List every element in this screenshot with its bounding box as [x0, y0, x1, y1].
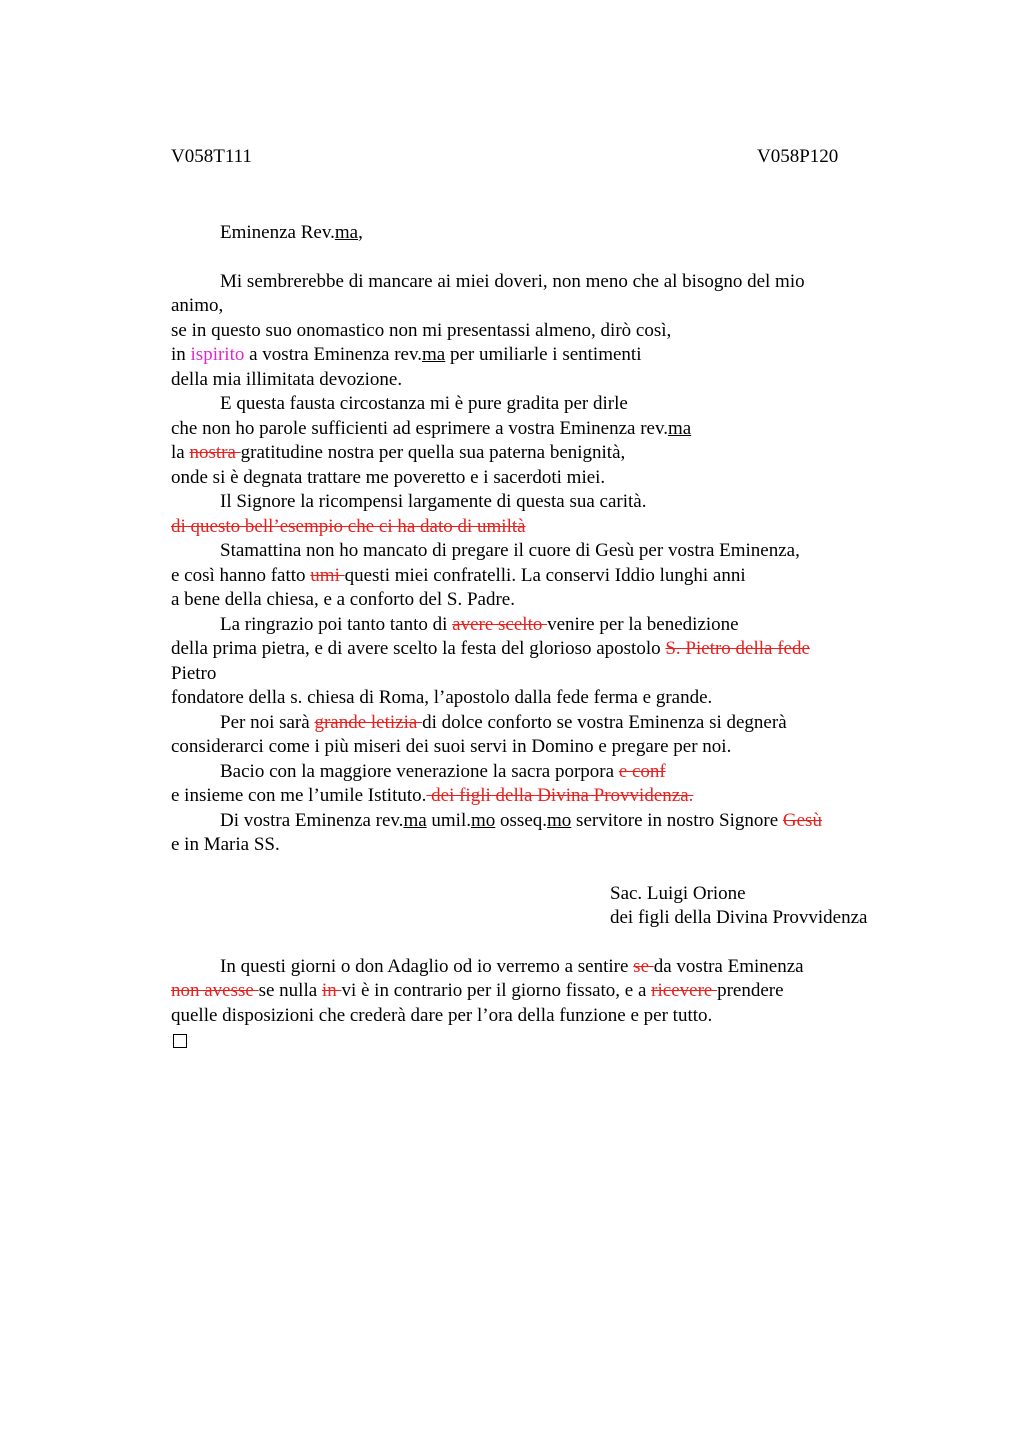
letter-body	[171, 270, 901, 858]
salutation: Eminenza Rev.ma,	[220, 222, 363, 243]
deletion: se	[633, 955, 654, 977]
document-header	[171, 145, 901, 169]
body-line: a bene della chiesa, e a conforto del S. Padre.	[171, 589, 515, 610]
postscript-line: quelle disposizioni che crederà dare per l’ora della funzione e per tutto.	[171, 1004, 713, 1026]
deletion: nostra	[189, 442, 241, 463]
body-line: onde si è degnata trattare me poveretto e i sacerdoti miei.	[171, 466, 606, 488]
body-line: Pietro	[171, 662, 217, 684]
body-line: Il Signore la ricompensi largamente di questa sua carità.	[220, 491, 647, 512]
deletion: S. Pietro della fede	[665, 638, 810, 659]
deletion: avere scelto	[452, 613, 548, 635]
abbreviation: mo	[547, 809, 572, 831]
deletion: grande letizia	[314, 711, 423, 733]
body-line: che non ho parole sufficienti ad esprimere a vostra Eminenza rev.ma	[171, 417, 692, 439]
body-line: e così hanno fatto umi questi miei confratelli. La conservi Iddio lunghi anni	[171, 564, 746, 586]
closing-line: Di vostra Eminenza rev.ma umil.mo osseq.mo servitore in nostro Signore Gesù	[220, 809, 822, 831]
deletion: di questo bell’esempio che ci ha dato di umiltà	[171, 515, 526, 537]
postscript-line: In questi giorni o don Adaglio od io verremo a sentire se da vostra Eminenza	[220, 955, 804, 977]
signature-name: Sac. Luigi Orione	[610, 882, 746, 904]
body-line: della mia illimitata devozione.	[171, 368, 403, 390]
insertion: ispirito	[190, 344, 245, 365]
body-line: Mi sembrerebbe di mancare ai miei doveri, non meno che al bisogno del mio	[220, 270, 805, 292]
deletion: e conf	[618, 760, 666, 782]
deletion: dei figli della Divina Provvidenza.	[426, 785, 694, 806]
body-line: la nostra gratitudine nostra per quella sua paterna benignità,	[171, 442, 626, 463]
body-line: fondatore della s. chiesa di Roma, l’apostolo dalla fede ferma e grande.	[171, 687, 713, 708]
body-line: animo,	[171, 295, 224, 316]
body-line: considerarci come i più miseri dei suoi servi in Domino e pregare per noi.	[171, 736, 732, 757]
signature-block	[171, 882, 901, 931]
deletion: in	[321, 980, 342, 1001]
body-line: in ispirito a vostra Eminenza rev.ma per umiliarle i sentimenti	[171, 344, 642, 365]
document-code-right: V058P120	[757, 146, 839, 167]
abbreviation: ma	[667, 417, 692, 439]
letter-page	[171, 145, 901, 1053]
body-line: della prima pietra, e di avere scelto la festa del glorioso apostolo S. Pietro della fede	[171, 638, 810, 659]
end-marker	[171, 1028, 901, 1053]
postscript-line: non avesse se nulla in vi è in contrario per il giorno fissato, e a ricevere prendere	[171, 980, 784, 1001]
body-line: E questa fausta circostanza mi è pure gradita per dirle	[220, 393, 628, 414]
body-line: se in questo suo onomastico non mi presentassi almeno, dirò così,	[171, 319, 672, 341]
square-box-icon	[173, 1034, 187, 1048]
abbreviation: mo	[471, 809, 496, 831]
body-line: La ringrazio poi tanto tanto di avere scelto venire per la benedizione	[220, 613, 739, 635]
deletion: ricevere	[651, 980, 718, 1001]
body-line: Stamattina non ho mancato di pregare il cuore di Gesù per vostra Eminenza,	[220, 540, 800, 561]
abbreviation: ma	[421, 344, 446, 365]
deletion: umi	[310, 564, 345, 586]
body-line	[171, 515, 901, 540]
deletion: Gesù	[782, 809, 822, 831]
abbreviation: ma	[403, 809, 427, 831]
body-line: Bacio con la maggiore venerazione la sacra porpora e conf	[220, 760, 666, 782]
body-line: e insieme con me l’umile Istituto. dei figli della Divina Provvidenza.	[171, 785, 694, 806]
deletion: non avesse	[171, 980, 259, 1001]
document-code-left: V058T111	[171, 146, 252, 167]
body-line: Per noi sarà grande letizia di dolce conforto se vostra Eminenza si degnerà	[220, 711, 787, 733]
closing-line: e in Maria SS.	[171, 834, 280, 855]
postscript	[171, 955, 901, 1053]
signature-congregation: dei figli della Divina Provvidenza	[610, 907, 868, 928]
